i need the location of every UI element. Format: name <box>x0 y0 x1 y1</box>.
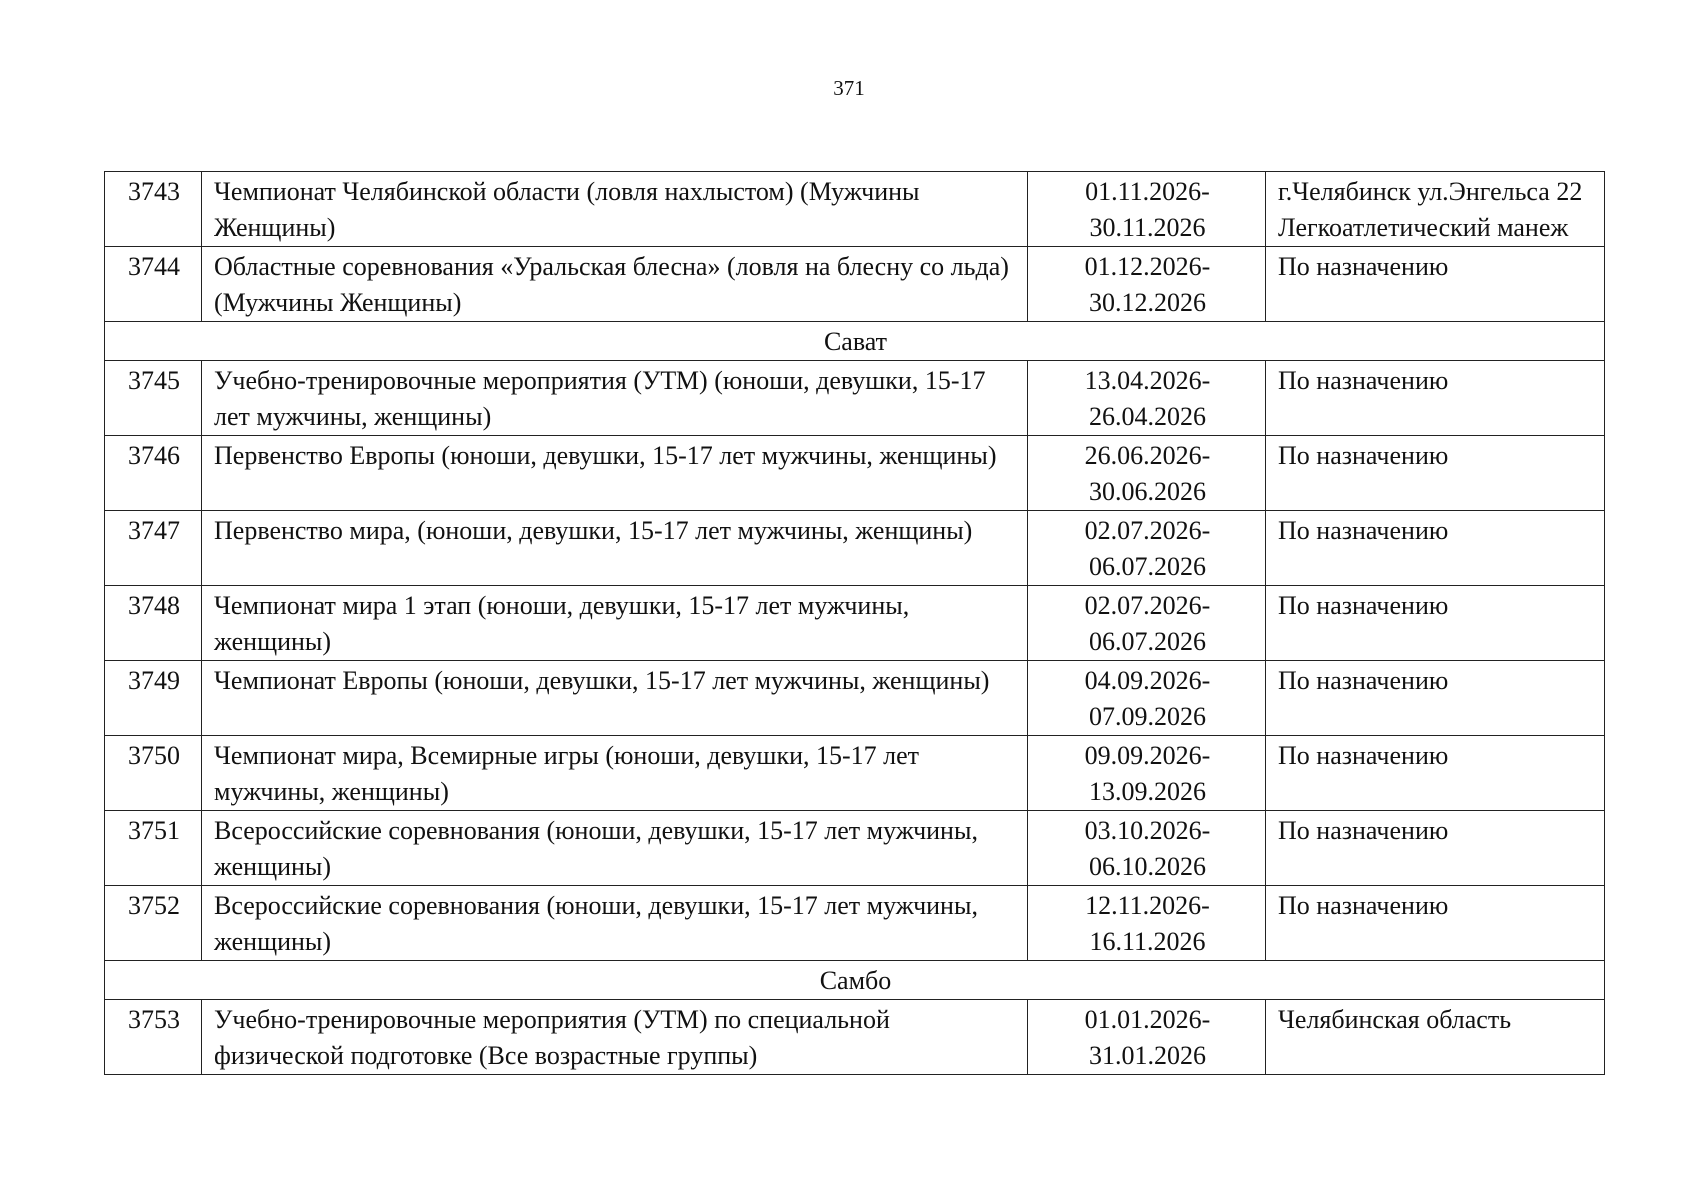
date-start: 01.01.2026- <box>1084 1005 1211 1034</box>
event-number: 3750 <box>105 736 202 811</box>
date-end: 06.07.2026 <box>1089 627 1206 656</box>
table-row <box>105 172 1605 247</box>
event-number: 3743 <box>105 172 202 247</box>
event-name: Учебно-тренировочные мероприятия (УТМ) по специальной физической подготовке (Все возрастные группы) <box>202 1000 1028 1075</box>
event-place: По назначению <box>1266 361 1605 436</box>
date-end: 30.11.2026 <box>1089 213 1206 242</box>
event-place: По назначению <box>1266 436 1605 511</box>
date-start: 09.09.2026- <box>1084 741 1211 770</box>
event-dates <box>1028 1000 1266 1075</box>
table-row <box>105 661 1605 736</box>
event-name: Чемпионат мира, Всемирные игры (юноши, девушки, 15-17 лет мужчины, женщины) <box>202 736 1028 811</box>
event-dates <box>1028 361 1266 436</box>
event-dates <box>1028 886 1266 961</box>
date-end: 06.07.2026 <box>1089 552 1206 581</box>
date-start: 01.11.2026- <box>1085 177 1210 206</box>
page-number: 371 <box>833 76 865 100</box>
table-row <box>105 586 1605 661</box>
event-name: Учебно-тренировочные мероприятия (УТМ) (юноши, девушки, 15-17 лет мужчины, женщины) <box>202 361 1028 436</box>
table-row <box>105 811 1605 886</box>
date-end: 31.01.2026 <box>1089 1041 1206 1070</box>
event-number: 3744 <box>105 247 202 322</box>
date-end: 26.04.2026 <box>1089 402 1206 431</box>
table-row <box>105 886 1605 961</box>
table-row <box>105 247 1605 322</box>
event-number: 3752 <box>105 886 202 961</box>
date-start: 26.06.2026- <box>1084 441 1211 470</box>
date-start: 02.07.2026- <box>1084 516 1211 545</box>
event-place: Челябинская область <box>1266 1000 1605 1075</box>
events-table-body <box>105 172 1605 1075</box>
event-name: Всероссийские соревнования (юноши, девушки, 15-17 лет мужчины, женщины) <box>202 811 1028 886</box>
section-header-row <box>105 322 1605 361</box>
event-name: Первенство Европы (юноши, девушки, 15-17 лет мужчины, женщины) <box>202 436 1028 511</box>
event-place: По назначению <box>1266 586 1605 661</box>
event-dates <box>1028 811 1266 886</box>
event-dates <box>1028 436 1266 511</box>
event-number: 3747 <box>105 511 202 586</box>
date-end: 13.09.2026 <box>1089 777 1206 806</box>
event-place: г.Челябинск ул.Энгельса 22 Легкоатлетический манеж <box>1266 172 1605 247</box>
date-start: 03.10.2026- <box>1084 816 1211 845</box>
event-place: По назначению <box>1266 736 1605 811</box>
event-place: По назначению <box>1266 811 1605 886</box>
event-name: Первенство мира, (юноши, девушки, 15-17 лет мужчины, женщины) <box>202 511 1028 586</box>
event-name: Чемпионат Челябинской области (ловля нахлыстом) (Мужчины Женщины) <box>202 172 1028 247</box>
event-name: Чемпионат мира 1 этап (юноши, девушки, 15-17 лет мужчины, женщины) <box>202 586 1028 661</box>
event-dates <box>1028 736 1266 811</box>
event-dates <box>1028 247 1266 322</box>
date-start: 01.12.2026- <box>1084 252 1211 281</box>
date-start: 02.07.2026- <box>1084 591 1211 620</box>
date-start: 12.11.2026- <box>1085 891 1210 920</box>
section-title: Сават <box>105 322 1605 361</box>
event-dates <box>1028 586 1266 661</box>
date-end: 30.12.2026 <box>1089 288 1206 317</box>
date-end: 30.06.2026 <box>1089 477 1206 506</box>
event-number: 3753 <box>105 1000 202 1075</box>
table-row <box>105 436 1605 511</box>
table-row <box>105 361 1605 436</box>
event-name: Чемпионат Европы (юноши, девушки, 15-17 лет мужчины, женщины) <box>202 661 1028 736</box>
event-name: Областные соревнования «Уральская блесна» (ловля на блесну со льда) (Мужчины Женщины) <box>202 247 1028 322</box>
event-place: По назначению <box>1266 247 1605 322</box>
event-number: 3751 <box>105 811 202 886</box>
event-dates <box>1028 511 1266 586</box>
event-number: 3748 <box>105 586 202 661</box>
event-place: По назначению <box>1266 661 1605 736</box>
event-number: 3746 <box>105 436 202 511</box>
table-row <box>105 736 1605 811</box>
event-number: 3745 <box>105 361 202 436</box>
events-table <box>104 171 1605 1075</box>
section-header-row <box>105 961 1605 1000</box>
event-number: 3749 <box>105 661 202 736</box>
event-name: Всероссийские соревнования (юноши, девушки, 15-17 лет мужчины, женщины) <box>202 886 1028 961</box>
table-row <box>105 1000 1605 1075</box>
event-dates <box>1028 172 1266 247</box>
date-end: 06.10.2026 <box>1089 852 1206 881</box>
event-place: По назначению <box>1266 886 1605 961</box>
event-dates <box>1028 661 1266 736</box>
table-row <box>105 511 1605 586</box>
section-title: Самбо <box>105 961 1605 1000</box>
date-start: 13.04.2026- <box>1084 366 1211 395</box>
date-end: 16.11.2026 <box>1089 927 1206 956</box>
event-place: По назначению <box>1266 511 1605 586</box>
date-end: 07.09.2026 <box>1089 702 1206 731</box>
date-start: 04.09.2026- <box>1084 666 1211 695</box>
